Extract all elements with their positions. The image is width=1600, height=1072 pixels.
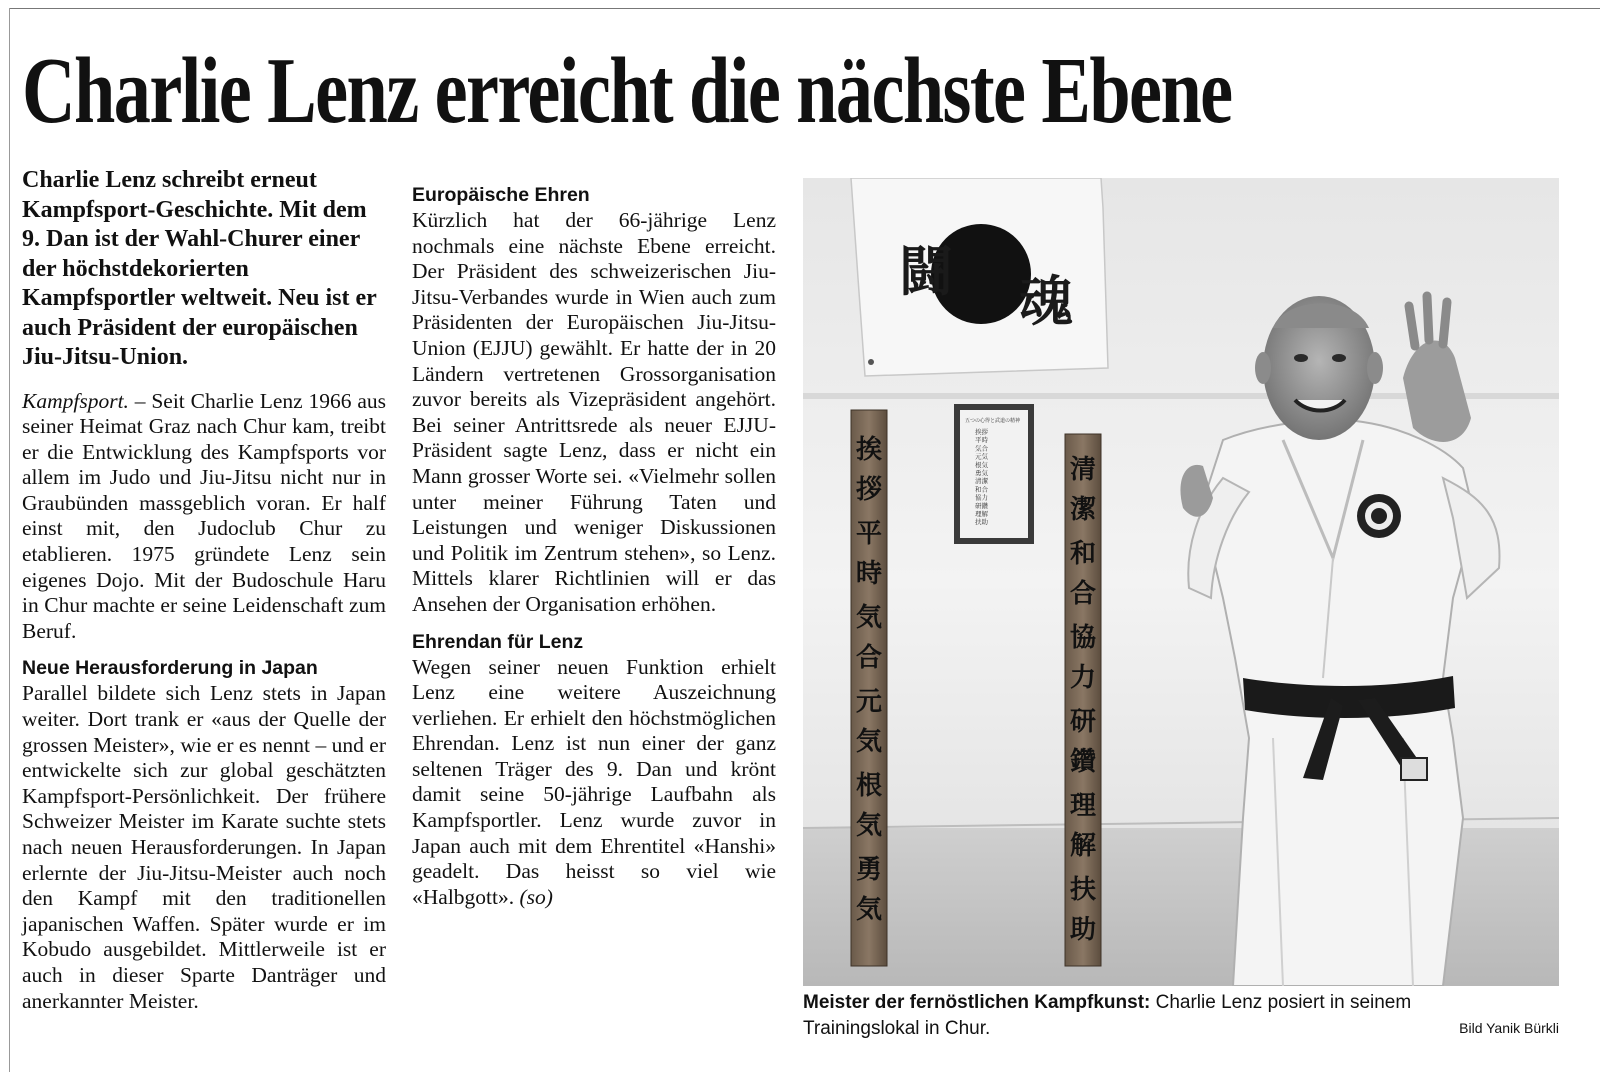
framed-line: 挨拶 [975,428,988,436]
photo-caption [803,990,1523,1042]
dateline: Kampfsport. [22,388,129,413]
caption-bold: Meister der fernöstlichen Kampfkunst: [803,992,1151,1013]
framed-line: 清潔 [975,477,988,486]
scroll-left-char: 根 [856,771,883,801]
intro-paragraph [22,389,386,645]
flag-left-char: 闘 [899,240,953,303]
flag-right-char: 魂 [1019,270,1073,333]
scroll-right-char: 力 [1070,663,1097,693]
europe-paragraph: Kürzlich hat der 66-jährige Lenz nochmals eine nächste Ebene erreicht. Der Präsident des schweizerischen Jiu-Jitsu-Verbandes wurde in Wien auch zum Präsidenten der Europäischen Jiu-Jitsu-Union (EJJU) gewählt. Er hatte der in 20 Ländern vertretenen Grossorganisation zuvor bereits als Vizepräsident angehört. Bei seiner Antrittsrede als neuer EJJU-Präsident sagte Lenz, dass er nicht ein Mann grosser Worte sei. «Vielmehr sollen unter meiner Führung Taten und Leistungen und weniger Diskussionen und Politik im Zentrum stehen», so Lenz. Mittels klarer Richtlinien will er das Ansehen der Organisation erhöhen. [412,208,776,616]
scroll-left-char: 平 [856,519,883,549]
framed-line: 勇気 [975,469,988,477]
framed-line: 和合 [975,485,988,494]
framed-title: 五つの心得と武道の精神 [965,418,1021,424]
scroll-right-char: 協 [1070,623,1097,653]
framed-line: 根気 [975,460,988,469]
scroll-left-char: 合 [856,643,883,673]
scroll-left-char: 気 [856,895,883,925]
caption-text: Charlie Lenz posiert in seinem Trainingslokal in Chur. [803,992,1412,1039]
photo-charlie-lenz [803,178,1559,986]
subheading-japan: Neue Herausforderung in Japan [22,657,318,680]
scroll-right-char: 清 [1070,455,1097,485]
framed-line: 気合 [975,444,988,453]
left-rule [9,8,10,1072]
gap-1 [412,171,776,183]
scroll-right-char: 研 [1070,707,1097,737]
top-rule [10,8,1600,9]
scroll-left-char: 拶 [856,475,883,505]
scroll-right-char: 解 [1070,831,1097,861]
author-signature: (so) [519,884,553,909]
intro-text: – Seit Charlie Lenz 1966 aus seiner Heimat Graz nach Chur kam, treibt er die Entwicklung des Kampfsports vor allem im Judo und Jiu-Jitsu nicht nur in Graubünden massgeblich voran. Er half einst mit, den Judoclub Chur zu etablieren. 1975 gründete Lenz sein eigenes Dojo. Mit der Budoschule Haru in Chur machte er seine Leidenschaft zum Beruf. [22,388,386,643]
framed-line: 扶助 [975,518,988,527]
photo-illustration [803,178,1559,986]
scroll-left-char: 気 [856,603,883,633]
framed-line: 理解 [975,510,988,518]
scroll-right-char: 助 [1070,915,1097,945]
framed-line: 協力 [975,493,988,502]
headline: Charlie Lenz erreicht die nächste Ebene [22,39,1232,143]
scroll-left-char: 時 [856,559,883,589]
scroll-right-char: 鑽 [1070,747,1097,777]
scroll-right-char: 和 [1070,539,1097,569]
column-2 [412,171,776,910]
lead-paragraph: Charlie Lenz schreibt erneut Kampfsport-Geschichte. Mit dem 9. Dan ist der Wahl-Churer einer der höchstdekorierten Kampfsportler weltweit. Neu ist er auch Präsident der europäischen Jiu-Jitsu-Union. [22,167,377,370]
ehrendan-paragraph [412,655,776,911]
subheading-europe: Europäische Ehren [412,184,590,206]
scroll-left-char: 気 [856,727,883,757]
japan-paragraph: Parallel bildete sich Lenz stets in Japan weiter. Dort trank er «aus der Quelle der grossen Meister», wie er es nennt – und er entwickelte sich zur global geschätzten Kampfsport-Persönlichkeit. Der frühere Schweizer Meister im Karate suchte stets nach neuen Herausforderungen. In Japan erlernte der Jiu-Jitsu-Meister auch noch den Kampf mit den traditionellen japanischen Waffen. Später wurde er im Kobudo ausgebildet. Mittlerweile ist er auch in dieser Sparte Danträger und anerkannter Meister. [22,681,386,1013]
scroll-left-char: 勇 [856,855,883,885]
scroll-right-char: 扶 [1070,875,1097,905]
scroll-left-char: 元 [856,687,883,717]
scroll-left-char: 気 [856,811,883,841]
framed-line: 元気 [975,452,988,461]
scroll-right-char: 理 [1070,791,1097,821]
scroll-left-char: 挨 [856,435,883,465]
subheading-ehrendan: Ehrendan für Lenz [412,630,584,653]
framed-line: 研鑽 [975,501,988,510]
scroll-right-char: 合 [1070,579,1097,609]
ehrendan-text: Wegen seiner neuen Funktion erhielt Lenz eine weitere Auszeichnung verliehen. Er erhielt den höchstmöglichen Ehrendan. Lenz ist nun einer der ganz seltenen Träger des 9. Dan und krönt damit seine 50-jährige Laufbahn als Kampfsportler. Lenz wurde zuvor in Japan auch mit dem Ehrentitel «Hanshi» geadelt. Das heisst so viel wie «Halbgott». [412,654,776,909]
column-1 [22,166,386,1014]
scroll-right-char: 潔 [1070,495,1097,525]
framed-line: 平時 [975,436,988,445]
photo-credit: Bild Yanik Bürkli [1459,1020,1559,1036]
gap-2 [412,618,776,630]
